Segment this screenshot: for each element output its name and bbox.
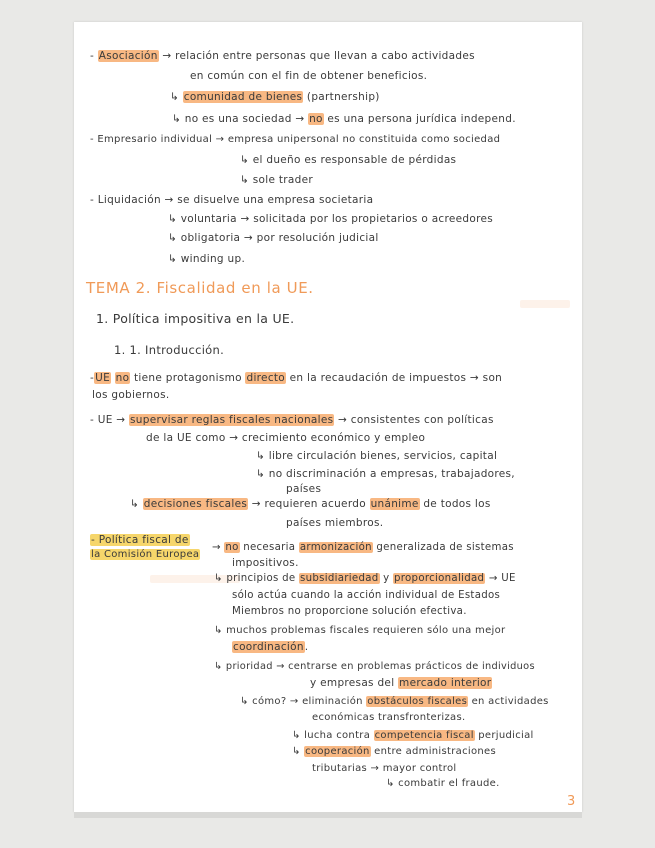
note-line: ↳ cómo? → eliminación obstáculos fiscales en actividades xyxy=(240,696,549,707)
note-line: ↳ winding up. xyxy=(168,253,246,265)
note-line: - UE → supervisar reglas fiscales nacionales → consistentes con políticas xyxy=(90,414,494,426)
note-line: en común con el fin de obtener beneficios. xyxy=(190,70,428,82)
subsection-heading: 1. 1. Introducción. xyxy=(114,343,225,357)
note-line: los gobiernos. xyxy=(92,389,170,401)
note-line: - Empresario individual → empresa unipersonal no constituida como sociedad xyxy=(90,134,501,145)
bleed-through-mark xyxy=(520,300,570,308)
note-line: -UE no tiene protagonismo directo en la recaudación de impuestos → son xyxy=(90,372,503,384)
note-line: y empresas del mercado interior xyxy=(310,677,492,689)
note-line: ↳ decisiones fiscales → requieren acuerdo unánime de todos los xyxy=(130,498,491,510)
note-line: ↳ prioridad → centrarse en problemas prácticos de individuos xyxy=(214,661,535,672)
page-number: 3 xyxy=(567,794,576,809)
note-label: - Política fiscal de xyxy=(91,534,189,546)
note-label: la Comisión Europea xyxy=(91,549,200,560)
note-line: económicas transfronterizas. xyxy=(312,712,466,723)
note-line: coordinación. xyxy=(233,641,309,653)
page-edge xyxy=(74,812,582,818)
note-line: ↳ lucha contra competencia fiscal perjudicial xyxy=(292,730,534,741)
note-line: ↳ libre circulación bienes, servicios, capital xyxy=(256,450,498,462)
note-line: países xyxy=(286,483,322,495)
note-line: ↳ principios de subsidiariedad y proporcionalidad → UE xyxy=(214,573,516,584)
note-line: ↳ no es una sociedad → no es una persona jurídica independ. xyxy=(172,113,516,125)
note-line: de la UE como → crecimiento económico y empleo xyxy=(146,432,426,444)
section-heading: 1. Política impositiva en la UE. xyxy=(96,311,295,326)
note-line: impositivos. xyxy=(232,557,299,569)
note-line: ↳ no discriminación a empresas, trabajadores, xyxy=(256,468,515,480)
note-line: → no necesaria armonización generalizada de sistemas xyxy=(212,542,514,553)
note-line: ↳ cooperación entre administraciones xyxy=(292,746,496,757)
note-line: Miembros no proporcione solución efectiva. xyxy=(232,606,467,617)
note-line: - Asociación → relación entre personas que llevan a cabo actividades xyxy=(90,50,475,62)
note-line: ↳ voluntaria → solicitada por los propietarios o acreedores xyxy=(168,213,494,225)
note-line: ↳ sole trader xyxy=(240,174,313,186)
note-line: sólo actúa cuando la acción individual de Estados xyxy=(232,590,501,601)
note-line: ↳ el dueño es responsable de pérdidas xyxy=(240,154,457,166)
note-line: ↳ obligatoria → por resolución judicial xyxy=(168,232,379,244)
note-line: ↳ comunidad de bienes (partnership) xyxy=(170,91,380,103)
topic-title: TEMA 2. Fiscalidad en la UE. xyxy=(86,279,314,297)
note-line: países miembros. xyxy=(286,517,384,529)
note-line: - Liquidación → se disuelve una empresa societaria xyxy=(90,194,374,206)
note-line: tributarias → mayor control xyxy=(312,763,457,774)
note-line: ↳ combatir el fraude. xyxy=(386,778,500,789)
note-line: ↳ muchos problemas fiscales requieren sólo una mejor xyxy=(214,625,506,636)
